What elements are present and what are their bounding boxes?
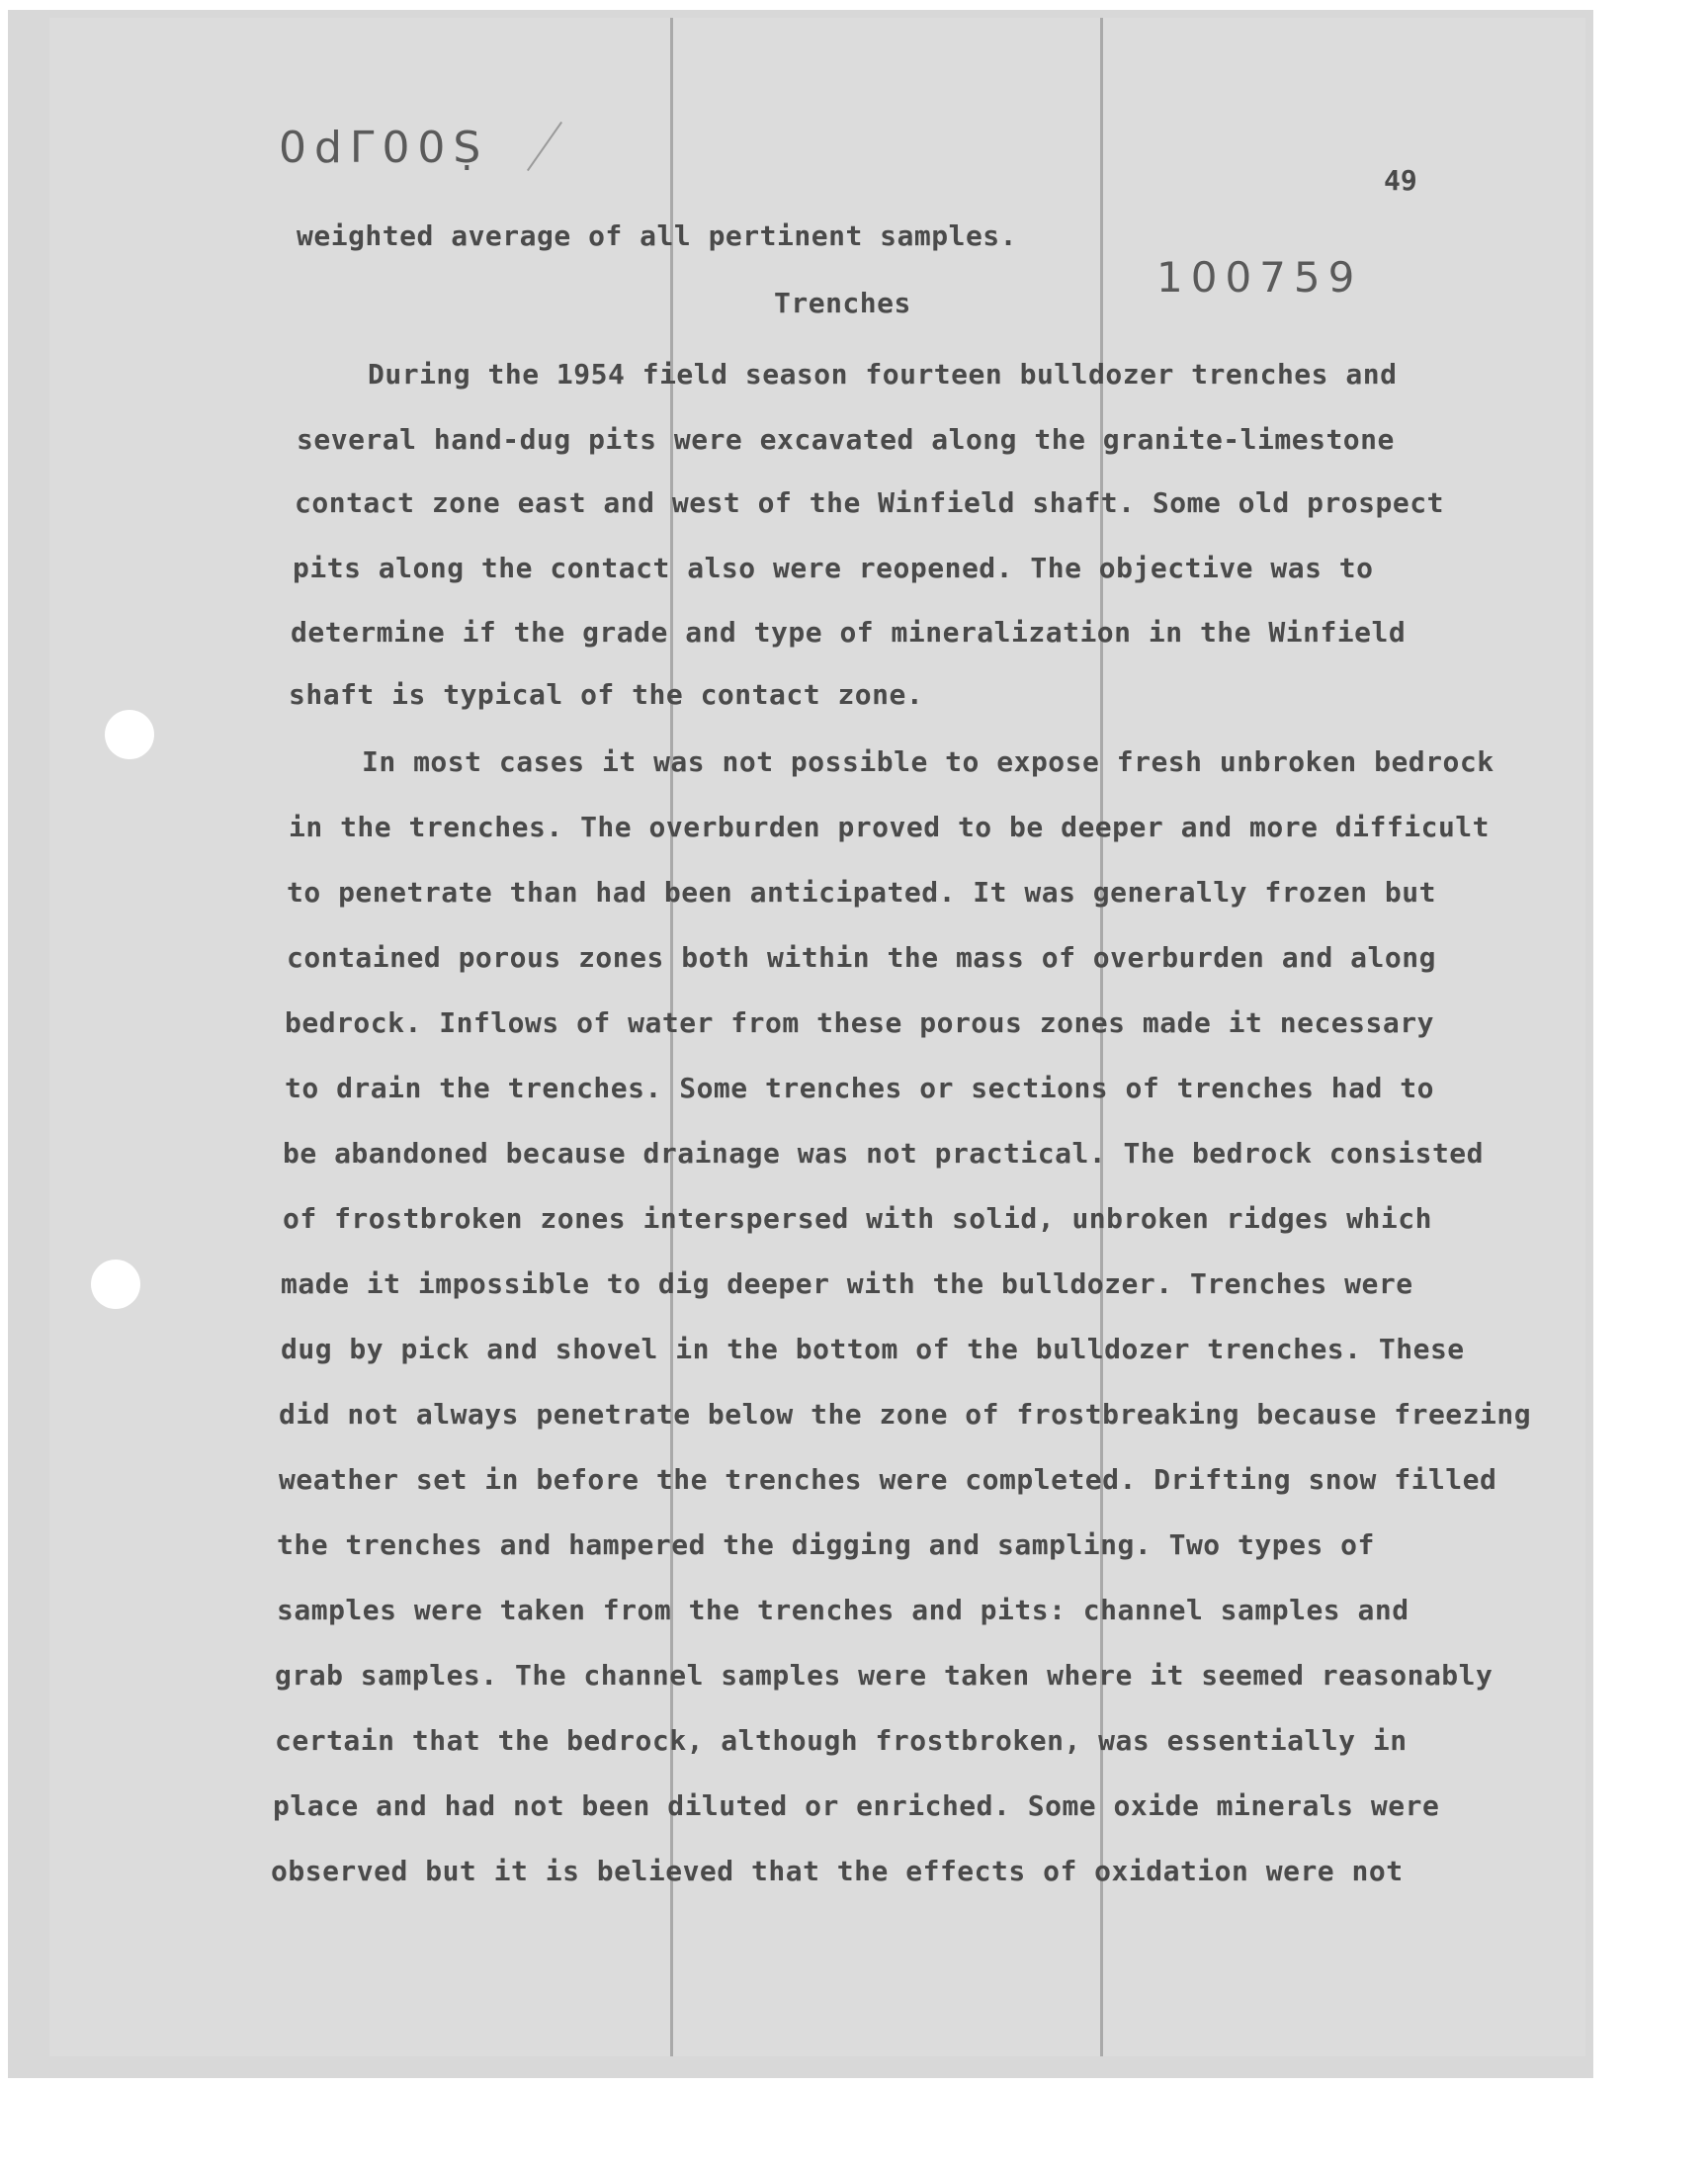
text-line: bedrock. Inflows of water from these porous zones made it necessary: [285, 1006, 1434, 1039]
text-line: several hand-dug pits were excavated along the granite-limestone: [297, 423, 1395, 456]
text-line: In most cases it was not possible to expose fresh unbroken bedrock: [362, 745, 1494, 778]
text-line: of frostbroken zones interspersed with solid, unbroken ridges which: [283, 1202, 1432, 1235]
text-line: pits along the contact also were reopened. The objective was to: [293, 552, 1374, 584]
text-line: samples were taken from the trenches and pits: channel samples and: [277, 1594, 1409, 1626]
punch-hole-lower: [91, 1260, 140, 1309]
text-line: certain that the bedrock, although frostbroken, was essentially in: [275, 1724, 1408, 1757]
stamp-number-left: 0dΓ00Ṣ: [279, 123, 489, 173]
page-number: 49: [1384, 164, 1417, 197]
text-line: be abandoned because drainage was not practical. The bedrock consisted: [283, 1137, 1485, 1170]
document-page: [49, 18, 1585, 2056]
text-line: weighted average of all pertinent samples.: [297, 219, 1018, 252]
text-line: place and had not been diluted or enriched. Some oxide minerals were: [273, 1789, 1440, 1822]
text-line: to drain the trenches. Some trenches or sections of trenches had to: [285, 1072, 1434, 1104]
text-line: shaft is typical of the contact zone.: [289, 678, 924, 711]
text-line: weather set in before the trenches were completed. Drifting snow filled: [279, 1463, 1497, 1496]
text-line: observed but it is believed that the effects of oxidation were not: [271, 1855, 1404, 1887]
text-line: in the trenches. The overburden proved to be deeper and more difficult: [289, 811, 1491, 843]
text-line: During the 1954 field season fourteen bulldozer trenches and: [368, 358, 1398, 391]
pencil-slash: [527, 122, 562, 171]
text-line: dug by pick and shovel in the bottom of the bulldozer trenches. These: [281, 1333, 1465, 1365]
text-line: grab samples. The channel samples were taken where it seemed reasonably: [275, 1659, 1494, 1692]
section-heading: Trenches: [774, 287, 911, 319]
punch-hole-upper: [105, 710, 154, 759]
text-line: made it impossible to dig deeper with the bulldozer. Trenches were: [281, 1267, 1413, 1300]
text-line: determine if the grade and type of mineralization in the Winfield: [291, 616, 1407, 649]
text-line: contact zone east and west of the Winfield shaft. Some old prospect: [295, 486, 1444, 519]
text-line: the trenches and hampered the digging and sampling. Two types of: [277, 1528, 1375, 1561]
stamp-number-right: 100759: [1156, 253, 1363, 302]
text-line: did not always penetrate below the zone of frostbreaking because freezing: [279, 1398, 1532, 1431]
text-line: to penetrate than had been anticipated. It was generally frozen but: [287, 876, 1436, 909]
text-line: contained porous zones both within the mass of overburden and along: [287, 941, 1436, 974]
